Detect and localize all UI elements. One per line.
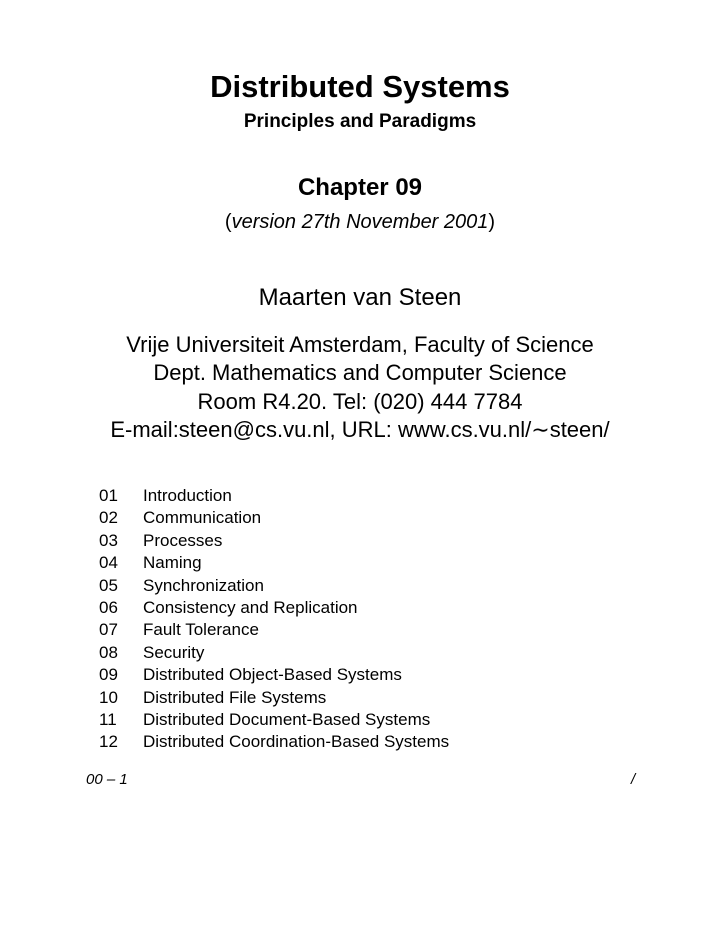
- room-phone-line: Room R4.20. Tel: (020) 444 7784: [197, 389, 523, 414]
- department-line: Dept. Mathematics and Computer Science: [153, 360, 567, 385]
- chapter-heading: Chapter 09: [297, 174, 423, 201]
- chapter-number: 04: [99, 553, 118, 573]
- chapter-title: Security: [143, 642, 205, 662]
- chapter-number: 08: [99, 642, 118, 662]
- chapter-title: Distributed Object-Based Systems: [143, 665, 402, 685]
- chapter-list-item: [99, 597, 449, 619]
- chapter-title: Distributed Document-Based Systems: [143, 709, 431, 729]
- chapter-number: 09: [99, 665, 118, 685]
- chapter-list-item: [99, 575, 449, 597]
- chapter-number: 01: [99, 486, 118, 505]
- version-text: version 27th November 2001: [231, 211, 489, 233]
- chapter-number: 06: [99, 597, 118, 617]
- chapter-list-item: [99, 664, 449, 686]
- chapter-title: Processes: [143, 530, 223, 550]
- document-title: Distributed Systems: [210, 69, 510, 104]
- chapter-list-item: [99, 642, 449, 664]
- chapter-number: 03: [99, 530, 118, 550]
- page-number: 00 – 1: [86, 771, 128, 788]
- chapter-title: Consistency and Replication: [143, 597, 358, 617]
- chapter-list-item: [99, 619, 449, 641]
- version-close-paren: ): [488, 211, 496, 233]
- chapter-title: Naming: [143, 553, 202, 573]
- chapter-title: Synchronization: [143, 575, 264, 595]
- chapter-list-item: [99, 709, 449, 731]
- version-note: [0, 209, 720, 235]
- chapter-number: 02: [99, 508, 118, 528]
- chapter-list-item: [99, 485, 449, 507]
- email-url-line: E-mail:steen@cs.vu.nl, URL: www.cs.vu.nl/∼steen/: [110, 417, 610, 442]
- version-open-paren: (: [224, 211, 232, 233]
- chapter-list-item: [99, 530, 449, 552]
- chapter-list-item: [99, 552, 449, 574]
- chapter-list-item: [99, 731, 449, 753]
- chapter-number: 10: [99, 687, 118, 707]
- chapter-title: Introduction: [143, 486, 232, 505]
- chapter-number: 05: [99, 575, 118, 595]
- chapter-list-item: [99, 507, 449, 529]
- chapter-number: 12: [99, 732, 118, 752]
- chapter-title: Distributed Coordination-Based Systems: [143, 732, 450, 752]
- document-subtitle: Principles and Paradigms: [243, 111, 477, 132]
- chapter-title: Distributed File Systems: [143, 687, 327, 707]
- chapter-title: Communication: [143, 508, 262, 528]
- footer-mark: /: [631, 771, 636, 788]
- affiliation-line: Vrije Universiteit Amsterdam, Faculty of Science: [126, 332, 594, 357]
- author-name: Maarten van Steen: [258, 284, 462, 311]
- chapter-number: 07: [99, 620, 118, 640]
- chapter-list-item: [99, 687, 449, 709]
- chapter-title: Fault Tolerance: [143, 620, 259, 640]
- chapter-list: [99, 485, 449, 754]
- chapter-number: 11: [99, 709, 117, 729]
